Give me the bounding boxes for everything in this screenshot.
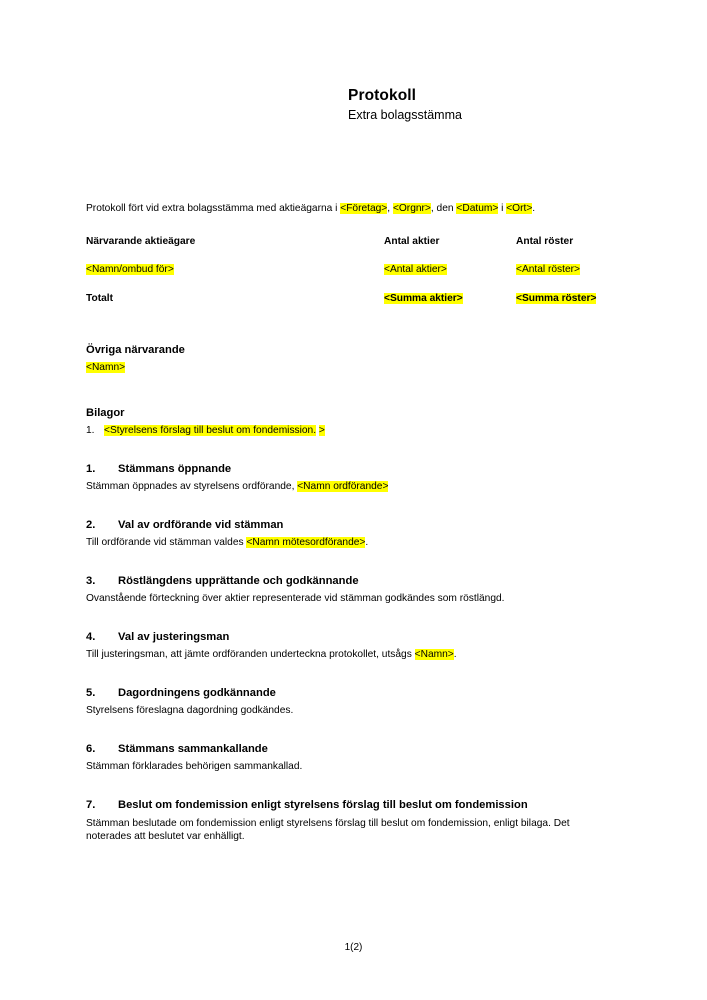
section-heading bbox=[86, 462, 622, 478]
agenda-section-6 bbox=[86, 742, 622, 774]
section-body bbox=[86, 480, 598, 494]
section-number: 3. bbox=[86, 574, 96, 587]
attendance-table bbox=[86, 235, 622, 306]
shareholder-shares-cell bbox=[384, 263, 516, 292]
section-body bbox=[86, 817, 598, 844]
section-number: 5. bbox=[86, 686, 96, 699]
section-body-lead: Ovanstående förteckning över aktier representerade vid stämman godkändes som röstlängd. bbox=[86, 593, 505, 605]
section-body bbox=[86, 648, 598, 662]
section-body bbox=[86, 592, 598, 606]
date-placeholder: <Datum> bbox=[456, 203, 499, 214]
section-title: Röstlängdens upprättande och godkännande bbox=[118, 574, 359, 587]
page-number: 1(2) bbox=[344, 942, 363, 953]
section-body-tail: . bbox=[365, 537, 369, 549]
section-body bbox=[86, 704, 598, 718]
section-heading bbox=[86, 630, 622, 646]
total-shares-cell bbox=[384, 292, 516, 306]
section-body bbox=[86, 536, 598, 550]
other-attendees-section bbox=[86, 343, 622, 375]
column-header-votes: Antal röster bbox=[516, 235, 574, 247]
appendix-text-tail: > bbox=[318, 424, 325, 436]
section-title: Dagordningens godkännande bbox=[118, 686, 276, 699]
table-row bbox=[86, 263, 622, 292]
section-title: Val av ordförande vid stämman bbox=[118, 518, 284, 531]
appendices-section bbox=[86, 406, 622, 438]
total-votes-placeholder: <Summa röster> bbox=[516, 292, 597, 304]
section-heading bbox=[86, 798, 622, 814]
section-body-lead: Stämman förklarades behörigen sammankallad. bbox=[86, 761, 303, 773]
section-body bbox=[86, 760, 598, 774]
section-body-lead: Stämman beslutade om fondemission enligt styrelsens förslag till beslut om fondemission, enligt bilaga. Det noterades att beslutet var enhälligt. bbox=[86, 817, 570, 843]
agenda-section-2 bbox=[86, 518, 622, 550]
intro-text-lead: Protokoll fört vid extra bolagsstämma med aktieägarna i bbox=[86, 203, 341, 214]
shareholder-name-cell bbox=[86, 263, 384, 292]
section-title: Beslut om fondemission enligt styrelsens förslag till beslut om fondemission bbox=[118, 799, 528, 812]
agenda-section-7 bbox=[86, 798, 622, 844]
orgnr-placeholder: <Orgnr> bbox=[392, 203, 431, 214]
list-item bbox=[86, 424, 622, 438]
other-attendees-heading: Övriga närvarande bbox=[86, 344, 185, 356]
total-votes-cell bbox=[516, 292, 622, 306]
table-header-row bbox=[86, 235, 622, 264]
document-header bbox=[348, 86, 668, 123]
section-title: Val av justeringsman bbox=[118, 630, 230, 643]
column-header-name: Närvarande aktieägare bbox=[86, 235, 196, 247]
section-number: 1. bbox=[86, 462, 96, 475]
section-body-placeholder: <Namn mötesordförande> bbox=[246, 537, 366, 549]
company-placeholder: <Företag> bbox=[340, 203, 388, 214]
column-header-shares: Antal aktier bbox=[384, 235, 440, 247]
section-heading bbox=[86, 574, 622, 590]
agenda-section-4 bbox=[86, 630, 622, 662]
intro-separator-2: , den bbox=[430, 203, 457, 214]
other-attendees-body bbox=[86, 361, 622, 375]
document-body bbox=[86, 202, 622, 844]
table-row-total bbox=[86, 292, 622, 306]
section-number: 6. bbox=[86, 742, 96, 755]
intro-paragraph bbox=[86, 202, 622, 216]
intro-text-end: . bbox=[532, 203, 536, 214]
shares-placeholder: <Antal aktier> bbox=[384, 264, 447, 275]
shareholder-name-placeholder: <Namn/ombud för> bbox=[86, 264, 174, 275]
page-subtitle: Extra bolagsstämma bbox=[348, 108, 462, 122]
intro-separator-3: i bbox=[498, 203, 507, 214]
section-body-placeholder: <Namn> bbox=[414, 649, 454, 661]
section-number: 2. bbox=[86, 518, 96, 531]
page-title: Protokoll bbox=[348, 87, 417, 104]
section-body-lead: Stämman öppnades av styrelsens ordförande, bbox=[86, 481, 298, 492]
place-placeholder: <Ort> bbox=[506, 203, 533, 214]
page-footer bbox=[0, 941, 707, 955]
other-attendee-name-placeholder: <Namn> bbox=[86, 362, 126, 373]
section-body-lead: Till justeringsman, att jämte ordföranden underteckna protokollet, utsågs bbox=[86, 649, 415, 661]
agenda-section-1 bbox=[86, 462, 622, 494]
appendices-heading: Bilagor bbox=[86, 406, 125, 419]
total-label-cell: Totalt bbox=[86, 292, 113, 304]
section-heading bbox=[86, 518, 622, 534]
section-heading bbox=[86, 742, 622, 758]
section-body-placeholder: <Namn ordförande> bbox=[297, 481, 389, 492]
section-number: 7. bbox=[86, 799, 96, 812]
section-body-lead: Styrelsens föreslagna dagordning godkändes. bbox=[86, 705, 294, 717]
appendix-text bbox=[104, 424, 622, 438]
attendance-table-body bbox=[86, 263, 622, 305]
section-heading bbox=[86, 686, 622, 702]
intro-separator-1: , bbox=[387, 203, 393, 214]
shareholder-votes-cell bbox=[516, 263, 622, 292]
section-title: Stämmans öppnande bbox=[118, 462, 232, 475]
appendix-text-placeholder: <Styrelsens förslag till beslut om fondemission. bbox=[104, 424, 317, 436]
section-body-lead: Till ordförande vid stämman valdes bbox=[86, 537, 247, 549]
agenda-section-3 bbox=[86, 574, 622, 606]
votes-placeholder: <Antal röster> bbox=[516, 264, 580, 275]
attendance-table-head bbox=[86, 235, 622, 264]
total-shares-placeholder: <Summa aktier> bbox=[384, 292, 463, 304]
section-title: Stämmans sammankallande bbox=[118, 742, 268, 755]
appendix-number: 1. bbox=[86, 424, 95, 436]
section-number: 4. bbox=[86, 630, 96, 643]
agenda-section-5 bbox=[86, 686, 622, 718]
section-body-tail: . bbox=[453, 649, 457, 661]
